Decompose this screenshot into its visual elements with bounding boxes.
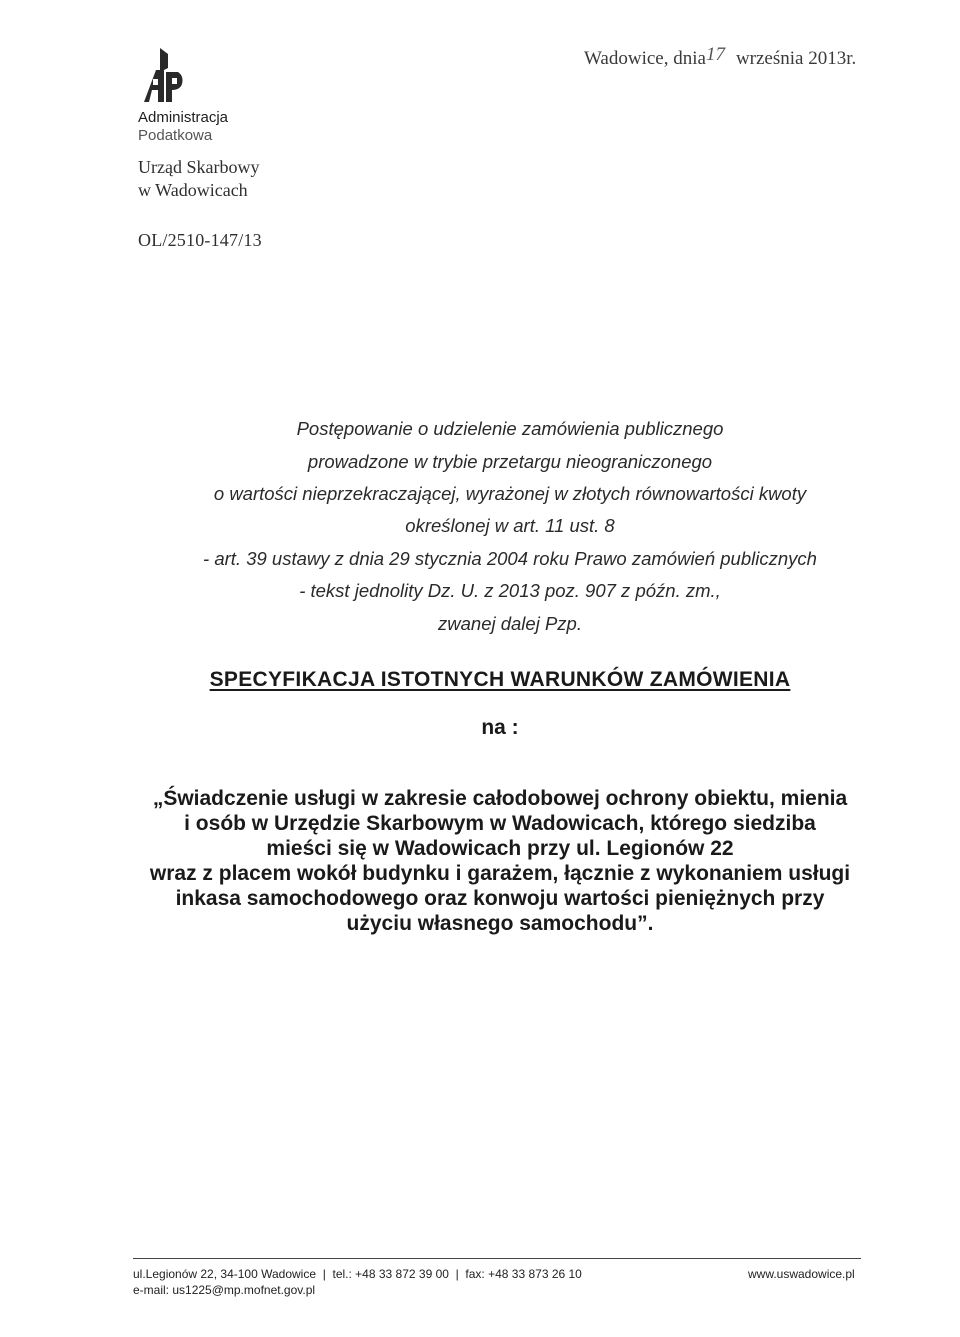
procedure-line: Postępowanie o udzielenie zamówienia publicznego bbox=[296, 418, 724, 439]
subject-line: „Świadczenie usługi w zakresie całodobowej ochrony obiektu, mienia bbox=[152, 787, 848, 810]
office-name-line1: Urząd Skarbowy bbox=[138, 157, 260, 177]
place-date-day: 17 bbox=[705, 44, 725, 65]
subject-line: inkasa samochodowego oraz konwoju wartości pieniężnych przy bbox=[175, 887, 825, 910]
footer-address: ul.Legionów 22, 34-100 Wadowice bbox=[133, 1267, 317, 1281]
na-label: na : bbox=[481, 716, 519, 739]
org-name-line2: Podatkowa bbox=[138, 127, 213, 144]
footer-phone: tel.: +48 33 872 39 00 bbox=[332, 1267, 449, 1281]
place-date-prefix: Wadowice, dnia bbox=[584, 48, 706, 69]
reference-number: OL/2510-147/13 bbox=[138, 230, 262, 250]
subject-line: mieści się w Wadowicach przy ul. Legionów 22 bbox=[266, 837, 734, 860]
procedure-line: o wartości nieprzekraczającej, wyrażonej w złotych równowartości kwoty bbox=[213, 483, 807, 504]
procedure-line: prowadzone w trybie przetargu nieograniczonego bbox=[307, 451, 713, 472]
ap-logo-icon bbox=[138, 46, 184, 104]
footer-divider bbox=[133, 1258, 861, 1259]
office-name-line2: w Wadowicach bbox=[138, 180, 248, 200]
org-name-line1: Administracja bbox=[138, 109, 229, 126]
procedure-line: zwanej dalej Pzp. bbox=[438, 613, 582, 634]
footer-separator: | bbox=[319, 1267, 330, 1281]
procedure-line: - art. 39 ustawy z dnia 29 stycznia 2004 roku Prawo zamówień publicznych bbox=[203, 548, 817, 569]
subject-line: użyciu własnego samochodu”. bbox=[346, 912, 654, 935]
subject-line: i osób w Urzędzie Skarbowym w Wadowicach, którego siedziba bbox=[184, 812, 816, 835]
place-date bbox=[584, 44, 857, 70]
footer-email: e-mail: us1225@mp.mofnet.gov.pl bbox=[133, 1283, 316, 1297]
footer-website: www.uswadowice.pl bbox=[748, 1267, 855, 1281]
footer-fax: fax: +48 33 873 26 10 bbox=[465, 1267, 582, 1281]
footer-contact bbox=[133, 1267, 582, 1281]
procedure-line: określonej w art. 11 ust. 8 bbox=[405, 515, 615, 536]
subject-line: wraz z placem wokół budynku i garażem, łącznie z wykonaniem usługi bbox=[149, 862, 851, 885]
footer-separator: | bbox=[452, 1267, 463, 1281]
document-title: SPECYFIKACJA ISTOTNYCH WARUNKÓW ZAMÓWIENIA bbox=[209, 668, 791, 691]
procedure-line: - tekst jednolity Dz. U. z 2013 poz. 907 z późn. zm., bbox=[299, 580, 721, 601]
place-date-suffix: września 2013r. bbox=[735, 48, 857, 69]
